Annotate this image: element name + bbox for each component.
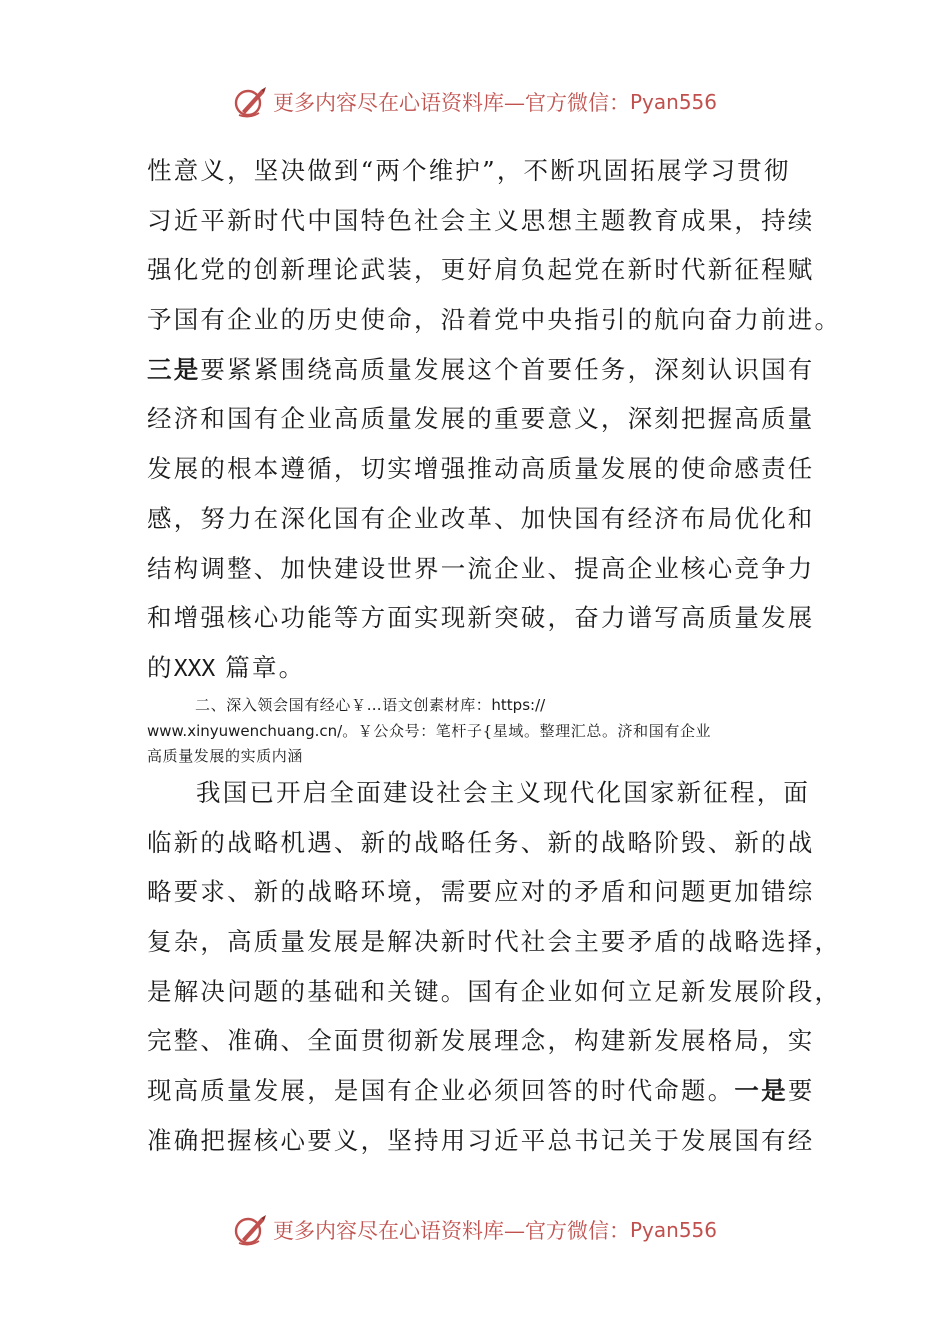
text-line: 完整、准确、全面贯彻新发展理念，构建新发展格局，实 — [147, 1026, 815, 1056]
heading-text: 二、深入领会国有经心￥…语文创素材库： — [195, 696, 492, 714]
text-line: 性意义，坚决做到“两个维护”，不断巩固拓展学习贯彻 — [147, 156, 791, 185]
bold-lead: 三是 — [147, 354, 201, 384]
body-text-upper — [147, 146, 842, 693]
text-line: 经济和国有企业高质量发展的重要意义，深刻把握高质量 — [147, 404, 815, 434]
heading-line: 高质量发展的实质内涵 — [147, 747, 304, 765]
text-line: 感，努力在深化国有企业改革、加快国有经济布局优化和 — [147, 503, 815, 533]
text-line: 准确把握核心要义，坚持用习近平总书记关于发展国有经 — [147, 1125, 815, 1155]
banner-text: 更多内容尽在心语资料库—官方微信： — [272, 1219, 630, 1243]
text-line: 略要求、新的战略环境，需要应对的矛盾和问题更加错综 — [147, 877, 815, 907]
text-line: 习近平新时代中国特色社会主义思想主题教育成果，持续 — [147, 205, 815, 235]
text-line — [147, 1066, 815, 1116]
heading-line — [147, 719, 797, 745]
text-line — [147, 643, 797, 693]
banner-text: 更多内容尽在心语资料库—官方微信： — [272, 91, 630, 115]
pen-logo-icon — [233, 1212, 269, 1248]
text-line: 结构调整、加快建设世界一流企业、提高企业核心竞争力 — [147, 553, 815, 583]
heading-url: https:// — [491, 696, 546, 714]
text-span: 现高质量发展，是国有企业必须回答的时代命题。 — [147, 1076, 735, 1106]
text-span: 要 — [787, 1076, 815, 1106]
footer-watermark-banner — [0, 1210, 950, 1250]
text-line: 我国已开启全面建设社会主义现代化国家新征程，面 — [196, 778, 811, 807]
header-watermark-banner — [0, 82, 950, 122]
text-span: 篇章。 — [225, 652, 306, 682]
banner-handle: Pyan556 — [629, 1218, 717, 1242]
text-line: 强化党的创新理论武装，更好肩负起党在新时代新征程赋 — [147, 255, 815, 285]
placeholder-xxx: XXX — [173, 655, 216, 682]
bold-lead: 一是 — [734, 1076, 788, 1106]
banner-handle: Pyan556 — [629, 90, 717, 114]
text-line: 临新的战略机遇、新的战略任务、新的战略阶毁、新的战 — [147, 827, 815, 857]
section-heading — [147, 693, 797, 770]
body-text-lower — [147, 768, 842, 1166]
text-line — [147, 345, 815, 395]
text-line: 发展的根本遵循，切实增强推动高质量发展的使命感责任 — [147, 454, 815, 484]
text-span: 的 — [147, 652, 174, 682]
text-line: 复杂，高质量发展是解决新时代社会主要矛盾的战略选择， — [147, 927, 842, 957]
text-line: 予国有企业的历史使命，沿着党中央指引的航向奋力前进。 — [147, 305, 842, 335]
text-line: 是解决问题的基础和关键。国有企业如何立足新发展阶段， — [147, 976, 842, 1006]
heading-line — [147, 693, 797, 719]
heading-text: 。￥公众号：笔杆子{星域。整理汇总。济和国有企业 — [342, 721, 712, 740]
heading-url: www.xinyuwenchuang.cn/ — [147, 721, 343, 740]
text-span: 要紧紧围绕高质量发展这个首要任务，深刻认识国有 — [200, 354, 815, 384]
pen-logo-icon — [233, 84, 269, 120]
text-line: 和增强核心功能等方面实现新突破，奋力谱写高质量发展 — [147, 603, 815, 633]
